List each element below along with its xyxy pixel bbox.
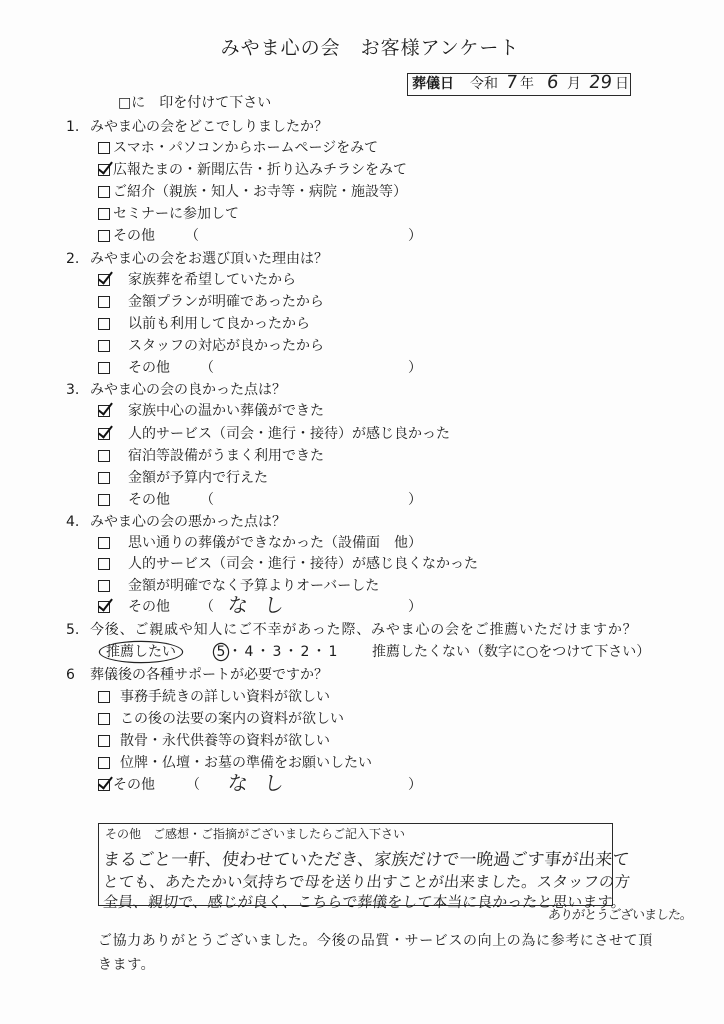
- q3-option-4: [0, 468, 724, 488]
- question-number: 6: [66, 667, 75, 683]
- q3-header: [0, 380, 724, 400]
- q2-option-1: [0, 270, 724, 290]
- rating-separator: ・: [256, 644, 270, 660]
- option-label: 以前も利用して良かったから: [128, 316, 310, 332]
- rating-separator: ・: [312, 644, 326, 660]
- paren-open: （: [200, 599, 214, 615]
- question-text: みやま心の会をどこでしりましたか？: [90, 119, 328, 135]
- form-title: みやま心の会 お客様アンケート: [220, 37, 520, 59]
- checkbox: [98, 494, 110, 506]
- q4-option-1: [0, 533, 724, 553]
- recommend-label: 推薦したい: [100, 642, 182, 662]
- funeral-date-year: 7: [504, 72, 519, 93]
- checkbox: [98, 428, 110, 440]
- rating-5: 5: [214, 644, 228, 660]
- instruction-text: □に 印を付けて下さい: [118, 95, 272, 111]
- option-label: 位牌・仏壇・お墓の準備をお願いしたい: [120, 755, 372, 771]
- checkbox: [98, 142, 110, 154]
- option-label: 家族中心の温かい葬儀ができた: [128, 403, 324, 419]
- q2-option-other: [0, 358, 724, 378]
- option-label: その他: [113, 777, 155, 793]
- question-number: 4.: [66, 514, 80, 530]
- q2-option-4: [0, 336, 724, 356]
- paren-open: （: [200, 492, 214, 508]
- option-label: 金額が予算内で行えた: [128, 470, 268, 486]
- q6-option-2: [0, 709, 724, 729]
- rating-separator: ・: [284, 644, 298, 660]
- q3-option-3: [0, 446, 724, 466]
- handwritten-comment-line: まるごと一軒、使わせていただき、家族だけで一晩過ごす事が出来て: [101, 850, 631, 870]
- option-label: スタッフの対応が良かったから: [128, 338, 324, 354]
- q6-option-other: [0, 771, 724, 795]
- option-label: 思い通りの葬儀ができなかった（設備面 他）: [128, 535, 422, 551]
- question-number: 5.: [66, 622, 80, 638]
- q2-header: [0, 249, 724, 269]
- q5-rating-row: [0, 642, 724, 662]
- q6-option-4: [0, 753, 724, 773]
- checkbox: [98, 580, 110, 592]
- footer-text: きます。: [98, 957, 156, 973]
- q5-header: [0, 620, 724, 640]
- handwritten-comment-line: とても、あたたかい気持ちで母を送り出すことが出来ました。スタッフの方: [102, 873, 631, 891]
- question-text: 葬儀後の各種サポートが必要ですか？: [90, 667, 328, 683]
- funeral-date-era: 令和: [470, 76, 498, 92]
- question-number: 2.: [66, 251, 80, 267]
- checkbox: [98, 558, 110, 570]
- checkbox: [98, 450, 110, 462]
- option-label: その他: [128, 360, 170, 376]
- handwritten-answer: なし: [226, 593, 302, 617]
- q3-option-1: [0, 401, 724, 421]
- checkbox: [98, 208, 110, 220]
- q6-option-3: [0, 731, 724, 751]
- option-label: 事務手続きの詳しい資料が欲しい: [120, 689, 330, 705]
- funeral-date-day-unit: 日: [615, 76, 629, 92]
- handwritten-answer: なし: [226, 771, 302, 795]
- funeral-date-day: 29: [587, 72, 614, 93]
- q1-option-2: [0, 160, 724, 180]
- checkbox: [98, 691, 110, 703]
- checkbox: [98, 779, 110, 791]
- paren-close: ）: [408, 360, 422, 376]
- checkbox: [98, 186, 110, 198]
- checkbox: [98, 537, 110, 549]
- option-label: 宿泊等設備がうまく利用できた: [128, 448, 324, 464]
- checkbox: [98, 230, 110, 242]
- instruction-row: [0, 93, 724, 113]
- option-label: 金額プランが明確であったから: [128, 294, 324, 310]
- checkbox: [98, 757, 110, 769]
- option-label: 広報たまの・新聞広告・折り込みチラシをみて: [113, 162, 407, 178]
- option-label: セミナーに参加して: [113, 206, 239, 222]
- funeral-date-month-unit: 月: [567, 76, 581, 92]
- question-number: 3.: [66, 382, 80, 398]
- checkbox: [98, 735, 110, 747]
- checkbox: [98, 472, 110, 484]
- paren-close: ）: [408, 492, 422, 508]
- rating-scale: [214, 642, 340, 662]
- footer-text: ご協力ありがとうございました。今後の品質・サービスの向上の為に参考にさせて頂: [98, 933, 653, 949]
- option-label: 人的サービス（司会・進行・接待）が感じ良かった: [128, 426, 450, 442]
- handwritten-comment-line: 全員、親切で、感じが良く、こちらで葬儀をして本当に良かったと思います。: [102, 893, 628, 911]
- paren-close: ）: [408, 599, 422, 615]
- q1-option-1: [0, 138, 724, 158]
- checkbox: [98, 601, 110, 613]
- funeral-date-label: 葬儀日: [412, 76, 454, 92]
- q4-option-other: [0, 593, 724, 617]
- q2-option-3: [0, 314, 724, 334]
- option-label: その他: [128, 492, 170, 508]
- rating-3: 3: [272, 644, 282, 660]
- rating-separator: ・: [228, 644, 242, 660]
- option-label: 人的サービス（司会・進行・接待）が感じ良くなかった: [128, 556, 478, 572]
- question-text: 今後、ご親戚や知人にご不幸があった際、みやま心の会をご推薦いただけますか？: [90, 622, 638, 638]
- checkbox: [98, 164, 110, 176]
- rating-4: 4: [244, 644, 254, 660]
- q4-header: [0, 512, 724, 532]
- paren-open: （: [200, 360, 214, 376]
- question-text: みやま心の会の良かった点は？: [90, 382, 286, 398]
- checkbox: [98, 340, 110, 352]
- checkbox: [98, 405, 110, 417]
- q4-option-3: [0, 576, 724, 596]
- q4-option-2: [0, 554, 724, 574]
- q6-header: [0, 665, 724, 685]
- checkbox: [98, 296, 110, 308]
- checkbox: [98, 318, 110, 330]
- question-text: みやま心の会の悪かった点は？: [90, 514, 286, 530]
- q2-option-2: [0, 292, 724, 312]
- q1-option-other: [0, 226, 724, 246]
- q3-option-other: [0, 490, 724, 510]
- option-label: 家族葬を希望していたから: [128, 272, 296, 288]
- funeral-date-year-unit: 年: [520, 76, 534, 92]
- question-number: 1.: [66, 119, 80, 135]
- comments-header: その他 ご感想・ご指摘がございましたらご記入下さい: [105, 827, 406, 841]
- q1-option-4: [0, 204, 724, 224]
- option-label: スマホ・パソコンからホームページをみて: [113, 140, 379, 156]
- option-label: その他: [128, 599, 170, 615]
- paren-open: （: [185, 228, 199, 244]
- q3-option-2: [0, 424, 724, 444]
- paren-close: ）: [408, 777, 422, 793]
- option-label: 散骨・永代供養等の資料が欲しい: [120, 733, 330, 749]
- paren-close: ）: [408, 228, 422, 244]
- not-recommend-label: 推薦したくない（数字に○をつけて下さい）: [372, 644, 651, 660]
- checkbox: [98, 274, 110, 286]
- paren-open: （: [186, 777, 200, 793]
- q1-header: [0, 117, 724, 137]
- checkbox: [98, 713, 110, 725]
- rating-2: 2: [300, 644, 310, 660]
- option-label: ご紹介（親族・知人・お寺等・病院・施設等）: [113, 184, 407, 200]
- rating-1: 1: [328, 644, 338, 660]
- handwritten-closing: ありがとうございました。: [547, 908, 693, 923]
- option-label: その他: [113, 228, 155, 244]
- option-label: 金額が明確でなく予算よりオーバーした: [128, 578, 380, 594]
- question-text: みやま心の会をお選び頂いた理由は？: [90, 251, 328, 267]
- checkbox: [98, 362, 110, 374]
- funeral-date-month: 6: [545, 72, 560, 93]
- q1-option-3: [0, 182, 724, 202]
- q6-option-1: [0, 687, 724, 707]
- option-label: この後の法要の案内の資料が欲しい: [120, 711, 344, 727]
